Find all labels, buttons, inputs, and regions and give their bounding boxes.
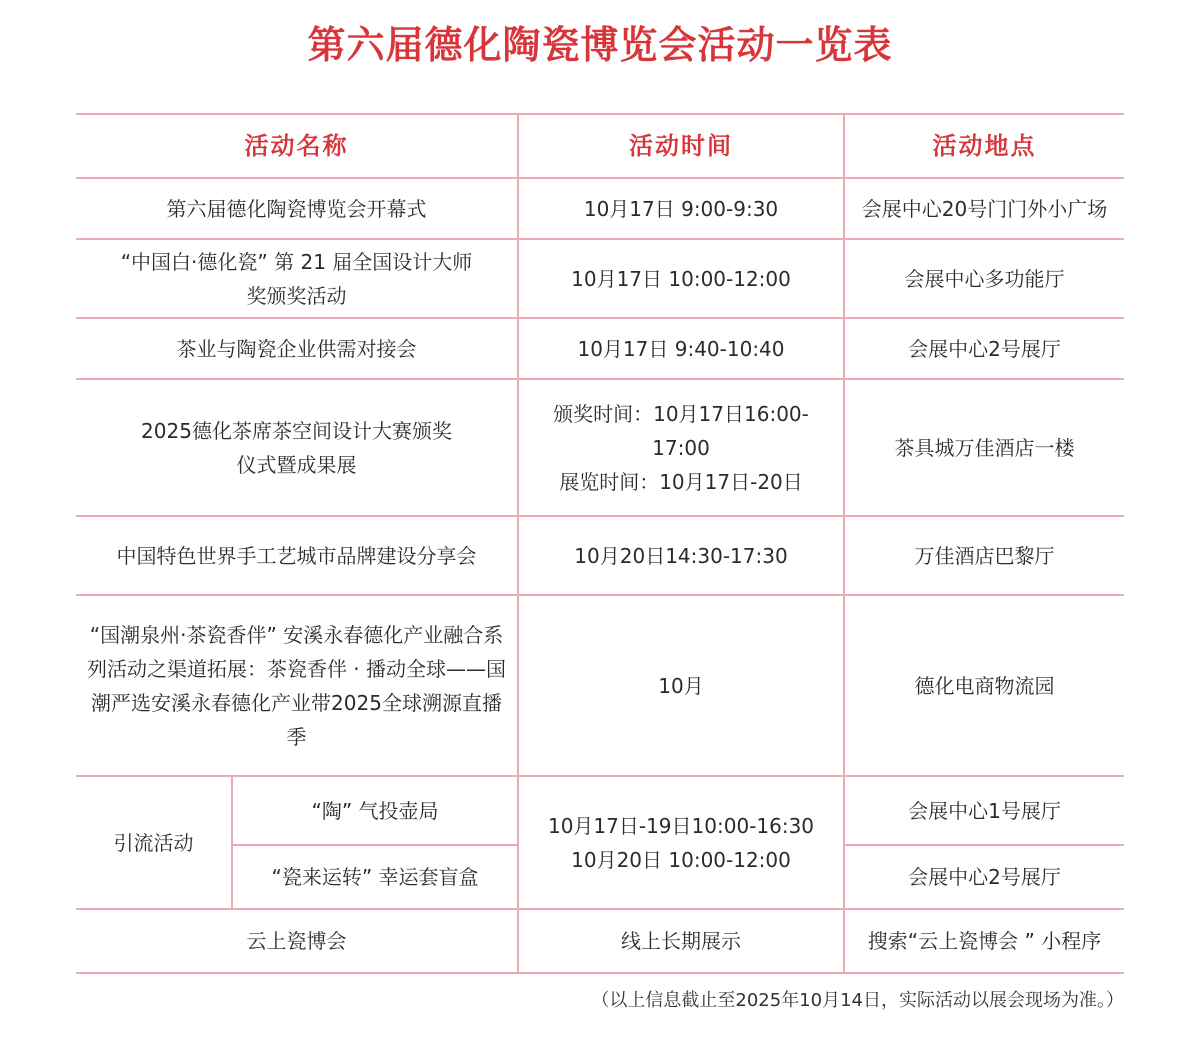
- activity-name-cell: “瓷来运转” 幸运套盲盒: [232, 845, 518, 909]
- table-row: [76, 178, 1124, 239]
- table-row: [76, 516, 1124, 595]
- activity-place-cell: 万佳酒店巴黎厅: [844, 516, 1124, 595]
- activity-time-cell: 10月: [518, 595, 844, 776]
- header-activity-name: 活动名称: [76, 114, 518, 178]
- activity-time-cell: 10月17日 10:00-12:00: [518, 239, 844, 318]
- activity-place-cell: 会展中心1号展厅: [844, 776, 1124, 845]
- page-title: 第六届德化陶瓷博览会活动一览表: [307, 23, 893, 67]
- table-row: [76, 776, 1124, 845]
- exhibition-time-line: 展览时间：10月17日-20日: [559, 469, 803, 494]
- table-row: [76, 595, 1124, 776]
- activity-name-cell: 茶业与陶瓷企业供需对接会: [76, 318, 518, 379]
- table-row: [76, 909, 1124, 973]
- award-time-line: 颁奖时间：10月17日16:00-17:00: [553, 401, 809, 460]
- activity-place-cell: 会展中心多功能厅: [844, 239, 1124, 318]
- activity-time-cell: 线上长期展示: [518, 909, 844, 973]
- activity-place-cell: 搜索“云上瓷博会 ” 小程序: [844, 909, 1124, 973]
- group-time-line: 10月17日-19日10:00-16:30: [547, 813, 815, 838]
- table-row: [76, 239, 1124, 318]
- header-activity-time: 活动时间: [518, 114, 844, 178]
- table-row: [76, 318, 1124, 379]
- activity-name-cell: 2025德化茶席茶空间设计大赛颁奖仪式暨成果展: [76, 379, 518, 516]
- activity-place-cell: 会展中心2号展厅: [844, 845, 1124, 909]
- activity-time-cell: 10月20日14:30-17:30: [518, 516, 844, 595]
- activity-place-cell: 茶具城万佳酒店一楼: [844, 379, 1124, 516]
- activity-time-cell: 10月17日 9:40-10:40: [518, 318, 844, 379]
- table-header-row: [76, 114, 1124, 178]
- activity-place-cell: 会展中心2号展厅: [844, 318, 1124, 379]
- activity-name-cell: “陶” 气投壶局: [232, 776, 518, 845]
- footnote: （以上信息截止至2025年10月14日，实际活动以展会现场为准。）: [591, 990, 1124, 1011]
- group-label-cell: 引流活动: [76, 776, 232, 909]
- table-row: [76, 379, 1124, 516]
- activity-name-cell: “中国白·德化瓷” 第 21 届全国设计大师奖颁奖活动: [76, 239, 518, 318]
- activity-name-cell: 中国特色世界手工艺城市品牌建设分享会: [76, 516, 518, 595]
- header-activity-place: 活动地点: [844, 114, 1124, 178]
- activity-time-cell: [518, 776, 844, 909]
- activity-name-cell: 第六届德化陶瓷博览会开幕式: [76, 178, 518, 239]
- activity-place-cell: 德化电商物流园: [844, 595, 1124, 776]
- activity-name-cell: “国潮泉州·茶瓷香伴” 安溪永春德化产业融合系列活动之渠道拓展：茶瓷香伴 · 播动全球——国潮严选安溪永春德化产业带2025全球溯源直播季: [76, 595, 518, 776]
- activity-name-cell: 云上瓷博会: [76, 909, 518, 973]
- activity-place-cell: 会展中心20号门门外小广场: [844, 178, 1124, 239]
- group-time-line: 10月20日 10:00-12:00: [571, 847, 791, 872]
- activity-time-cell: 10月17日 9:00-9:30: [518, 178, 844, 239]
- activity-table: [76, 113, 1124, 974]
- activity-time-cell: [518, 379, 844, 516]
